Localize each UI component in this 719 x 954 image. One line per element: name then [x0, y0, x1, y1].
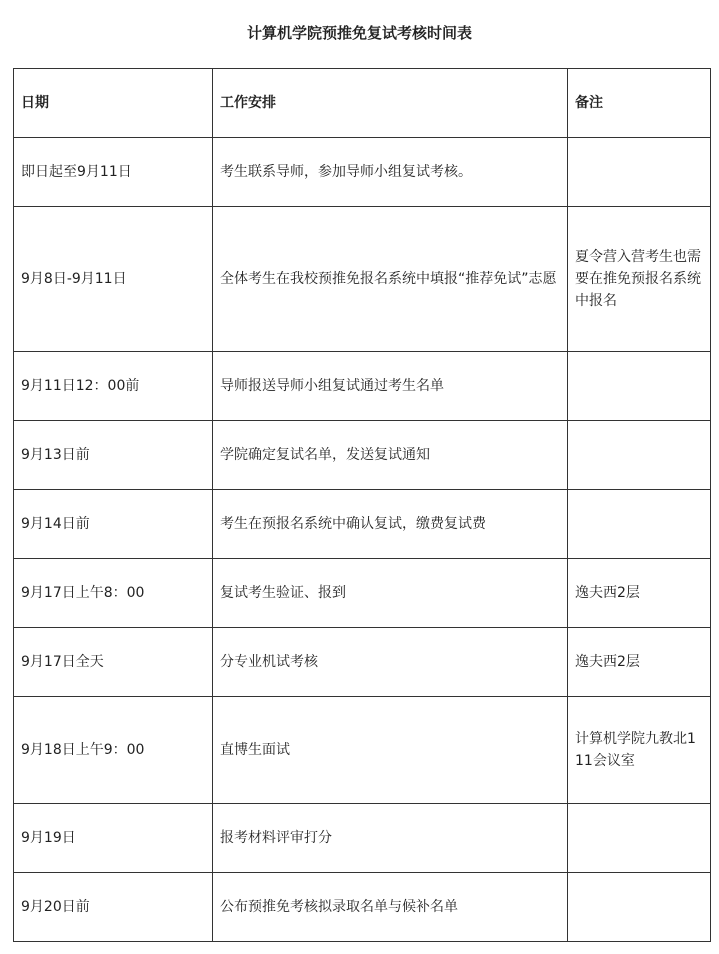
table-row: [14, 421, 711, 490]
cell-note: [568, 804, 711, 873]
header-date: 日期: [14, 69, 213, 138]
cell-date: 9月17日上午8：00: [14, 559, 213, 628]
header-note: 备注: [568, 69, 711, 138]
cell-note: 计算机学院九教北111会议室: [568, 697, 711, 804]
cell-note: [568, 352, 711, 421]
cell-work: 考生在预报名系统中确认复试，缴费复试费: [213, 490, 568, 559]
cell-note: [568, 421, 711, 490]
page-title: 计算机学院预推免复试考核时间表: [246, 24, 472, 42]
cell-note: [568, 138, 711, 207]
cell-note: 逸夫西2层: [568, 628, 711, 697]
cell-date: 9月19日: [14, 804, 213, 873]
table-row: [14, 352, 711, 421]
cell-work: 直博生面试: [213, 697, 568, 804]
cell-work: 报考材料评审打分: [213, 804, 568, 873]
cell-date: 即日起至9月11日: [14, 138, 213, 207]
table-row: [14, 138, 711, 207]
cell-date: 9月20日前: [14, 873, 213, 942]
cell-note: 逸夫西2层: [568, 559, 711, 628]
cell-work: 全体考生在我校预推免报名系统中填报“推荐免试”志愿: [213, 207, 568, 352]
cell-date: 9月17日全天: [14, 628, 213, 697]
cell-date: 9月14日前: [14, 490, 213, 559]
cell-work: 考生联系导师，参加导师小组复试考核。: [213, 138, 568, 207]
table-row: [14, 804, 711, 873]
cell-date: 9月13日前: [14, 421, 213, 490]
table-row: [14, 559, 711, 628]
cell-work: 复试考生验证、报到: [213, 559, 568, 628]
schedule-table: [13, 68, 711, 942]
table-row: [14, 697, 711, 804]
cell-date: 9月18日上午9：00: [14, 697, 213, 804]
cell-date: 9月11日12：00前: [14, 352, 213, 421]
cell-note: [568, 873, 711, 942]
cell-date: 9月8日-9月11日: [14, 207, 213, 352]
cell-work: 分专业机试考核: [213, 628, 568, 697]
table-header-row: [14, 69, 711, 138]
cell-work: 导师报送导师小组复试通过考生名单: [213, 352, 568, 421]
cell-note: [568, 490, 711, 559]
cell-note: 夏令营入营考生也需要在推免预报名系统中报名: [568, 207, 711, 352]
table-row: [14, 628, 711, 697]
table-row: [14, 207, 711, 352]
cell-work: 学院确定复试名单，发送复试通知: [213, 421, 568, 490]
table-row: [14, 490, 711, 559]
cell-work: 公布预推免考核拟录取名单与候补名单: [213, 873, 568, 942]
header-work: 工作安排: [213, 69, 568, 138]
table-row: [14, 873, 711, 942]
